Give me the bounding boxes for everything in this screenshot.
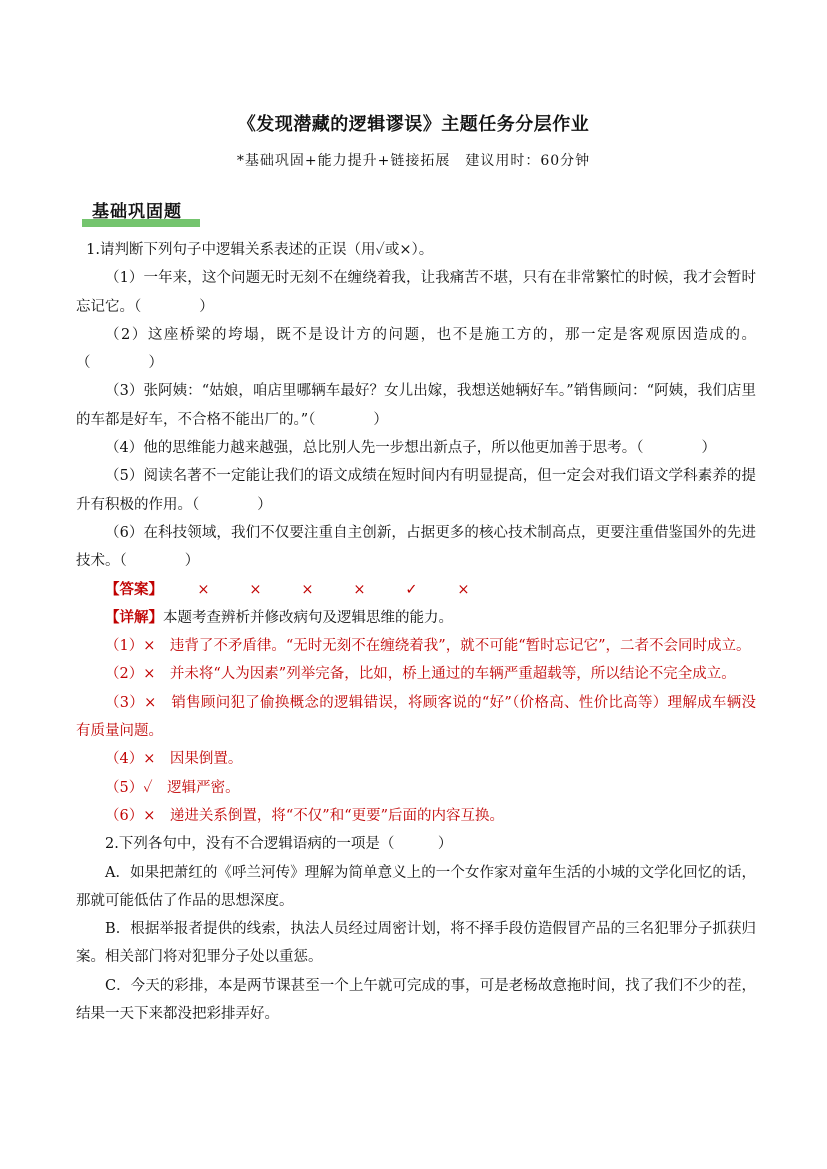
answer-mark-4: × [353, 581, 366, 598]
explanation-1: （1）× 违背了不矛盾律。“无时无刻不在缠绕着我”，就不可能“暂时忘记它”，二者不会同时成立。 [105, 638, 751, 655]
explanation-5: （5）✓ 逻辑严密。 [105, 779, 240, 796]
q2-option-a: A．如果把萧红的《呼兰河传》理解为简单意义上的一个女作家对童年生活的小城的文学化回忆的话，那就可能低估了作品的思想深度。 [76, 864, 756, 909]
answer-mark-6: × [457, 581, 470, 598]
q1-answer-row [76, 576, 756, 604]
q1-item-6: （6）在科技领域，我们不仅要注重自主创新，占据更多的核心技术制高点，更要注重借鉴国外的先进技术。（ ） [76, 524, 756, 570]
explanation-3: （3）× 销售顾问犯了偷换概念的逻辑错误，将顾客说的“好”（价格高、性价比高等）理解成车辆没有质量问题。 [76, 694, 756, 740]
q1-stem: 1.请判断下列句子中逻辑关系表述的正误（用✓或×）。 [86, 242, 434, 258]
q1-item-4: （4）他的思维能力越来越强，总比别人先一步想出新点子，所以他更加善于思考。（ ） [105, 440, 716, 457]
q2-stem: 2.下列各句中，没有不合逻辑语病的一项是（ ） [105, 836, 453, 853]
section-header [82, 197, 202, 227]
answer-mark-3: × [301, 581, 314, 598]
explanation-6: （6）× 递进关系倒置，将“不仅”和“更要”后面的内容互换。 [105, 807, 505, 824]
answer-mark-1: × [197, 581, 210, 598]
section-title: 基础巩固题 [92, 202, 182, 222]
q1-item-2: （2）这座桥梁的垮塌，既不是设计方的问题，也不是施工方的，那一定是客观原因造成的。（ ） [76, 326, 756, 372]
explain-intro-row [76, 604, 756, 632]
q1-item-5: （5）阅读名著不一定能让我们的语文成绩在短时间内有明显提高，但一定会对我们语文学科素养的提升有积极的作用。（ ） [76, 468, 756, 513]
explanation-2: （2）× 并未将“人为因素”列举完备，比如，桥上通过的车辆严重超载等，所以结论不完全成立。 [105, 666, 736, 683]
page-title: 《发现潜藏的逻辑谬误》主题任务分层作业 [237, 114, 590, 135]
page-subtitle: *基础巩固+能力提升+链接拓展 建议用时：60分钟 [236, 153, 591, 169]
explain-intro: 本题考查辨析并修改病句及逻辑思维的能力。 [163, 609, 453, 626]
explain-label: 【详解】 [105, 608, 163, 626]
q1-item-3: （3）张阿姨：“姑娘，咱店里哪辆车最好？女儿出嫁，我想送她辆好车。”销售顾问：“阿姨，我们店里的车都是好车，不合格不能出厂的。”（ ） [76, 383, 756, 428]
answer-mark-5: ✓ [405, 581, 418, 598]
q2-option-c: C．今天的彩排，本是两节课甚至一个上午就可完成的事，可是老杨故意拖时间，找了我们不少的茬，结果一天下来都没把彩排弄好。 [76, 977, 756, 1023]
q2-option-b: B．根据举报者提供的线索，执法人员经过周密计划，将不择手段仿造假冒产品的三名犯罪分子抓获归案。相关部门将对犯罪分子处以重惩。 [76, 921, 756, 966]
answer-label: 【答案】 [105, 580, 163, 598]
question-content [76, 236, 756, 1028]
q1-item-1: （1）一年来，这个问题无时无刻不在缠绕着我，让我痛苦不堪，只有在非常繁忙的时候，我才会暂时忘记它。（ ） [76, 270, 756, 315]
answer-mark-2: × [249, 581, 262, 598]
explanation-4: （4）× 因果倒置。 [105, 751, 243, 768]
